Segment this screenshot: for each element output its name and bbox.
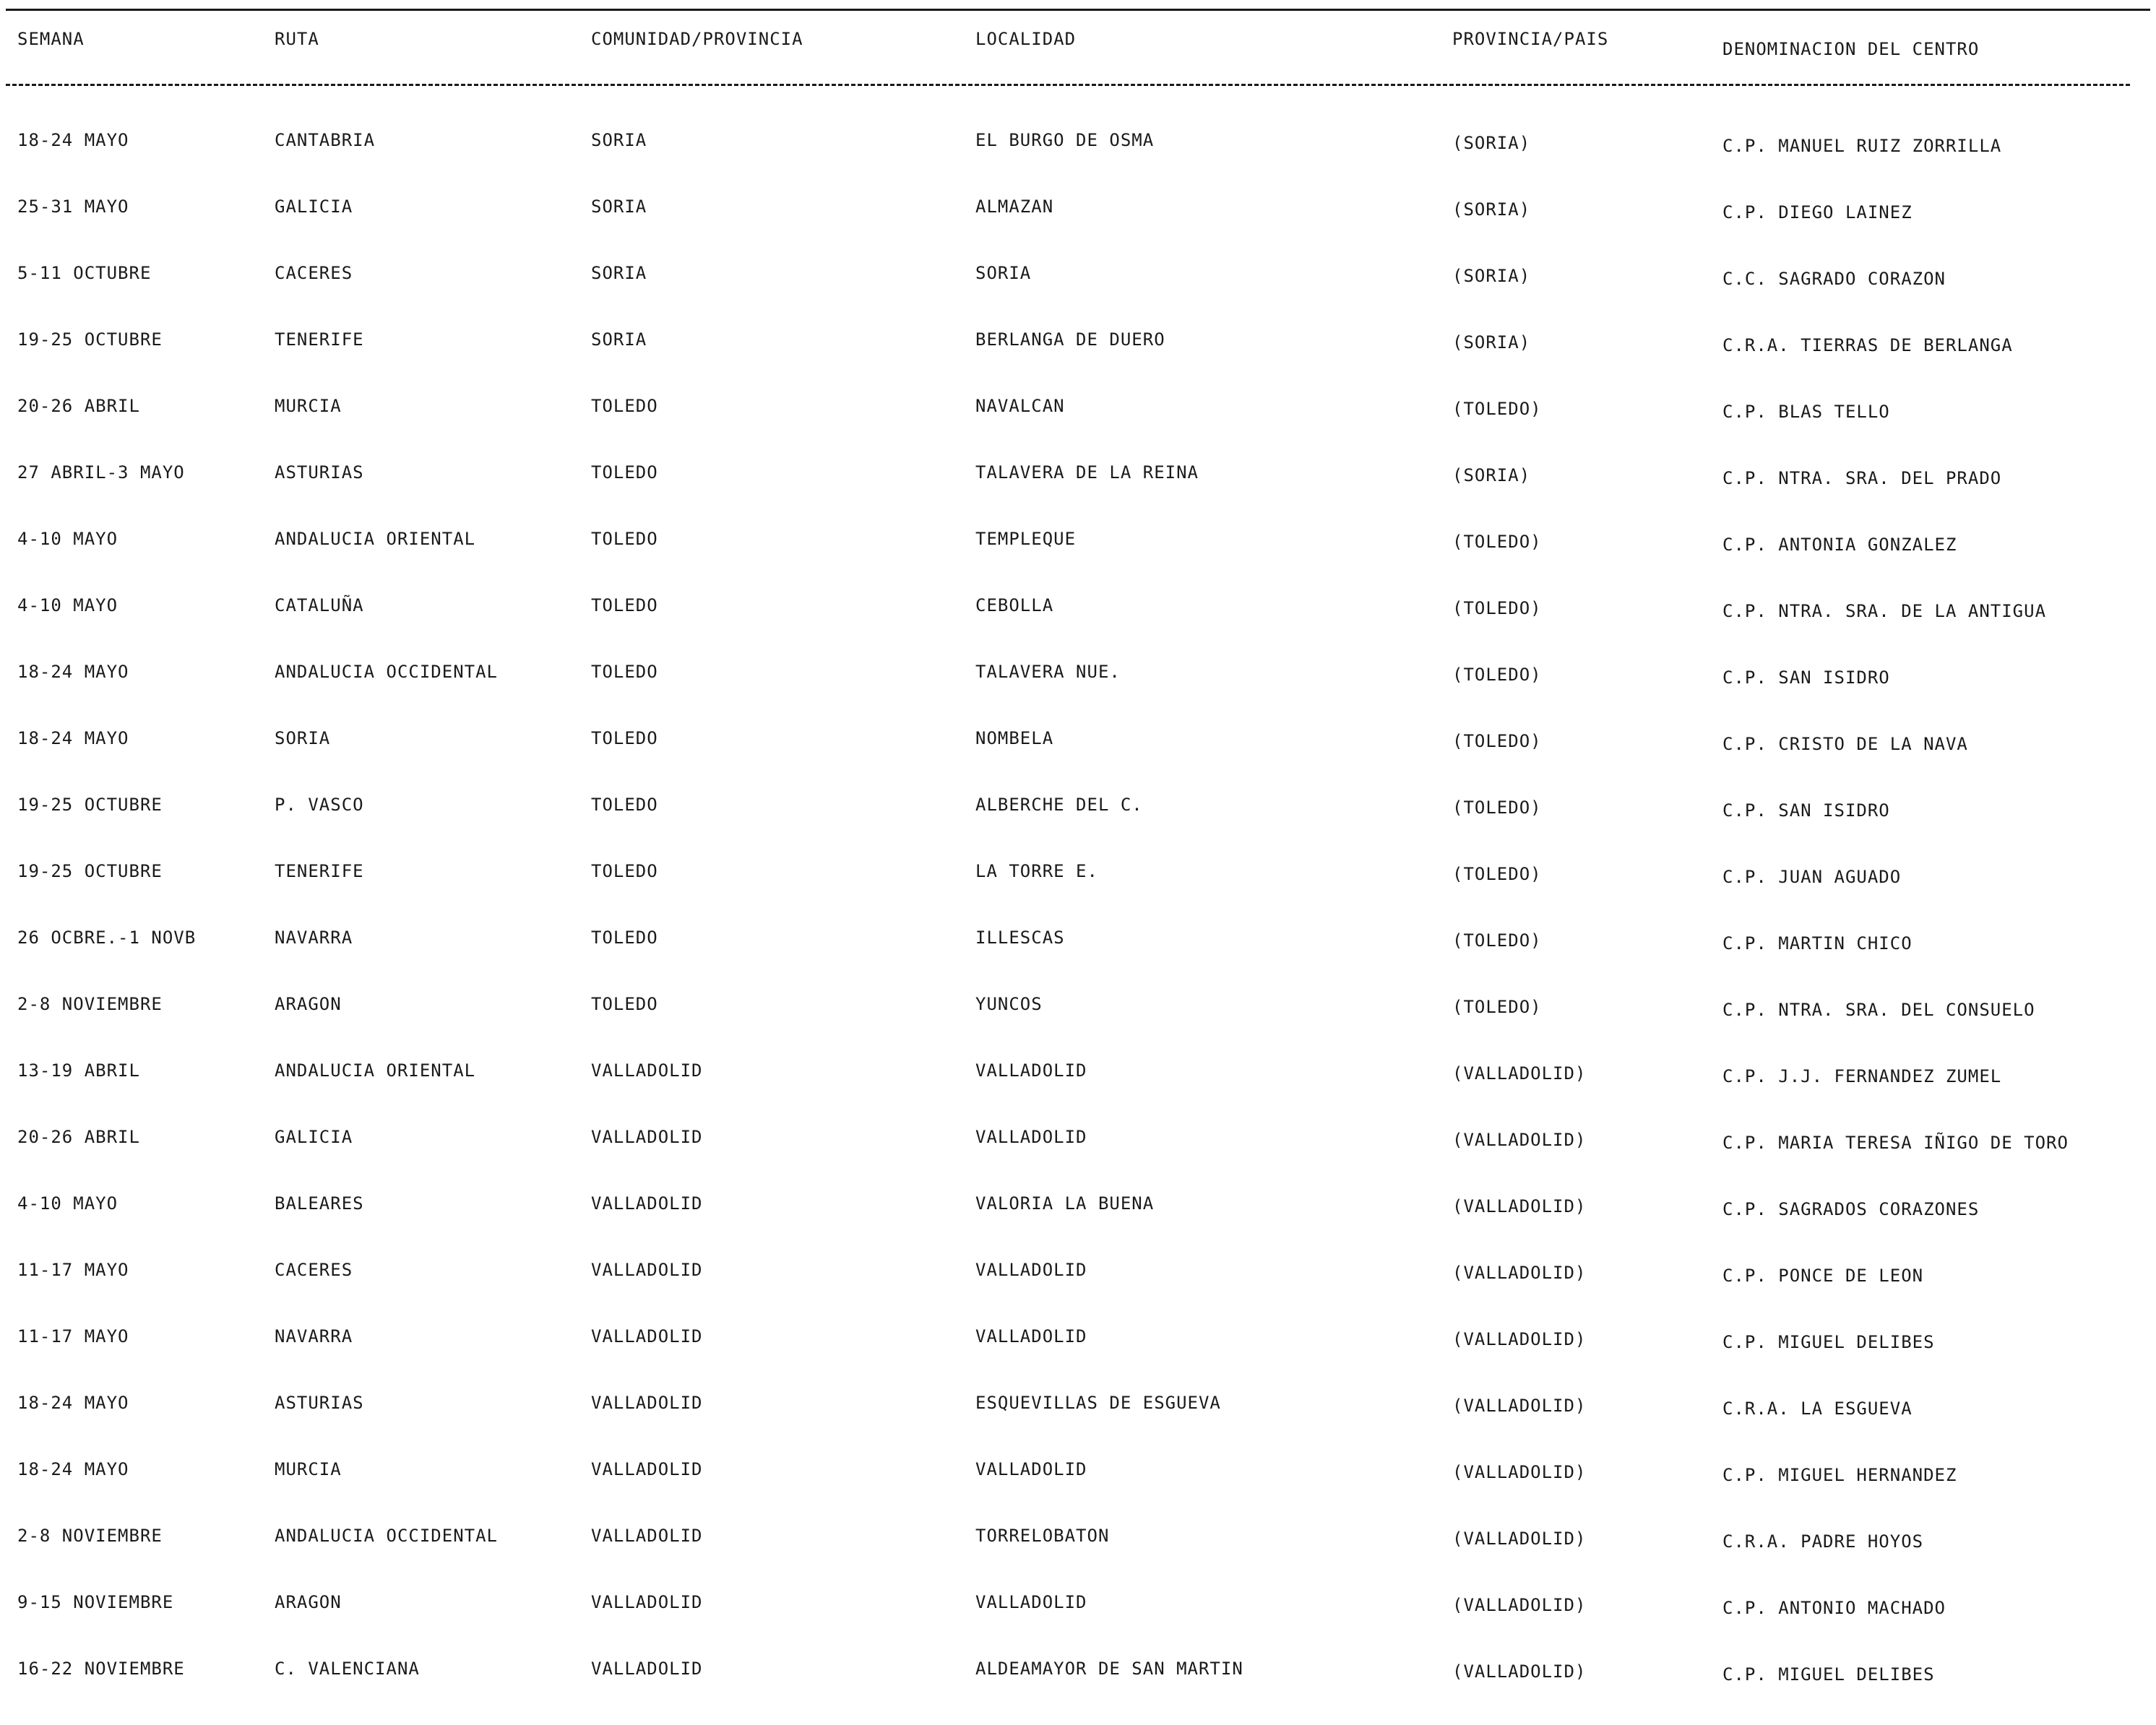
cell-localidad: TALAVERA NUE.: [975, 662, 1121, 682]
top-rule: [6, 9, 2150, 11]
cell-centro: C.P. PONCE DE LEON: [1722, 1266, 1924, 1286]
cell-semana: 19-25 OCTUBRE: [17, 329, 163, 350]
table-body: [0, 130, 2156, 1725]
cell-comunidad: TOLEDO: [591, 928, 658, 948]
cell-provincia: (TOLEDO): [1452, 930, 1542, 951]
cell-ruta: ANDALUCIA ORIENTAL: [275, 1060, 476, 1081]
cell-centro: C.P. MANUEL RUIZ ZORRILLA: [1722, 136, 2002, 156]
cell-provincia: (VALLADOLID): [1452, 1263, 1587, 1283]
cell-semana: 19-25 OCTUBRE: [17, 861, 163, 881]
cell-localidad: ESQUEVILLAS DE ESGUEVA: [975, 1393, 1221, 1413]
cell-ruta: ARAGON: [275, 994, 342, 1014]
table-row: [0, 662, 2156, 728]
table-row: [0, 130, 2156, 196]
cell-centro: C.P. NTRA. SRA. DE LA ANTIGUA: [1722, 601, 2047, 621]
cell-ruta: ASTURIAS: [275, 1393, 364, 1413]
cell-comunidad: TOLEDO: [591, 396, 658, 416]
cell-semana: 26 OCBRE.-1 NOVB: [17, 928, 197, 948]
cell-provincia: (TOLEDO): [1452, 598, 1542, 618]
cell-comunidad: VALLADOLID: [591, 1393, 703, 1413]
cell-comunidad: VALLADOLID: [591, 1326, 703, 1346]
cell-provincia: (TOLEDO): [1452, 997, 1542, 1017]
table-row: [0, 994, 2156, 1060]
table-row: [0, 861, 2156, 928]
cell-comunidad: TOLEDO: [591, 994, 658, 1014]
cell-centro: C.P. MIGUEL HERNANDEZ: [1722, 1465, 1957, 1485]
cell-semana: 2-8 NOVIEMBRE: [17, 994, 163, 1014]
cell-comunidad: TOLEDO: [591, 595, 658, 615]
cell-centro: C.P. MARIA TERESA IÑIGO DE TORO: [1722, 1133, 2069, 1153]
cell-ruta: CATALUÑA: [275, 595, 364, 615]
cell-semana: 27 ABRIL-3 MAYO: [17, 462, 185, 483]
cell-centro: C.P. SAN ISIDRO: [1722, 800, 1890, 821]
cell-ruta: TENERIFE: [275, 329, 364, 350]
cell-centro: C.P. DIEGO LAINEZ: [1722, 202, 1913, 222]
cell-localidad: BERLANGA DE DUERO: [975, 329, 1165, 350]
cell-provincia: (SORIA): [1452, 332, 1531, 353]
cell-ruta: GALICIA: [275, 196, 353, 217]
cell-provincia: (VALLADOLID): [1452, 1462, 1587, 1482]
cell-comunidad: VALLADOLID: [591, 1260, 703, 1280]
cell-ruta: CANTABRIA: [275, 130, 376, 150]
cell-provincia: (VALLADOLID): [1452, 1130, 1587, 1150]
cell-centro: C.P. NTRA. SRA. DEL CONSUELO: [1722, 1000, 2035, 1020]
cell-semana: 19-25 OCTUBRE: [17, 795, 163, 815]
cell-ruta: TENERIFE: [275, 861, 364, 881]
cell-centro: C.P. ANTONIO MACHADO: [1722, 1598, 1946, 1618]
cell-semana: 4-10 MAYO: [17, 529, 118, 549]
cell-centro: C.P. SAN ISIDRO: [1722, 667, 1890, 688]
cell-semana: 5-11 OCTUBRE: [17, 263, 152, 283]
cell-localidad: ALBERCHE DEL C.: [975, 795, 1143, 815]
cell-centro: C.P. BLAS TELLO: [1722, 402, 1890, 422]
table-row: [0, 728, 2156, 795]
cell-localidad: ALDEAMAYOR DE SAN MARTIN: [975, 1659, 1243, 1679]
header-ruta: RUTA: [275, 29, 319, 49]
cell-centro: C.P. ANTONIA GONZALEZ: [1722, 535, 1957, 555]
table-row: [0, 396, 2156, 462]
cell-ruta: MURCIA: [275, 1459, 342, 1479]
cell-semana: 4-10 MAYO: [17, 595, 118, 615]
table-row: [0, 529, 2156, 595]
cell-comunidad: VALLADOLID: [591, 1592, 703, 1612]
cell-centro: C.P. MARTIN CHICO: [1722, 933, 1913, 954]
cell-localidad: TORRELOBATON: [975, 1526, 1110, 1546]
cell-localidad: VALLADOLID: [975, 1060, 1087, 1081]
cell-centro: C.P. MIGUEL DELIBES: [1722, 1664, 1935, 1685]
table-row: [0, 1326, 2156, 1393]
cell-localidad: VALLADOLID: [975, 1459, 1087, 1479]
cell-semana: 18-24 MAYO: [17, 662, 129, 682]
cell-comunidad: VALLADOLID: [591, 1127, 703, 1147]
cell-ruta: ANDALUCIA ORIENTAL: [275, 529, 476, 549]
table-row: [0, 595, 2156, 662]
cell-comunidad: TOLEDO: [591, 462, 658, 483]
header-dashed-rule: [6, 84, 2130, 86]
cell-provincia: (VALLADOLID): [1452, 1661, 1587, 1682]
cell-comunidad: TOLEDO: [591, 795, 658, 815]
cell-provincia: (SORIA): [1452, 266, 1531, 286]
cell-ruta: MURCIA: [275, 396, 342, 416]
cell-provincia: (SORIA): [1452, 199, 1531, 220]
cell-semana: 18-24 MAYO: [17, 728, 129, 748]
cell-comunidad: SORIA: [591, 196, 647, 217]
table-row: [0, 1659, 2156, 1725]
cell-semana: 18-24 MAYO: [17, 130, 129, 150]
cell-comunidad: SORIA: [591, 263, 647, 283]
cell-ruta: NAVARRA: [275, 1326, 353, 1346]
cell-comunidad: SORIA: [591, 130, 647, 150]
cell-localidad: SORIA: [975, 263, 1032, 283]
cell-semana: 2-8 NOVIEMBRE: [17, 1526, 163, 1546]
table-row: [0, 1193, 2156, 1260]
cell-provincia: (TOLEDO): [1452, 399, 1542, 419]
table-row: [0, 1060, 2156, 1127]
cell-ruta: ANDALUCIA OCCIDENTAL: [275, 662, 498, 682]
cell-provincia: (TOLEDO): [1452, 731, 1542, 751]
cell-semana: 11-17 MAYO: [17, 1260, 129, 1280]
cell-semana: 11-17 MAYO: [17, 1326, 129, 1346]
cell-semana: 13-19 ABRIL: [17, 1060, 140, 1081]
cell-provincia: (VALLADOLID): [1452, 1196, 1587, 1216]
cell-provincia: (VALLADOLID): [1452, 1329, 1587, 1349]
table-row: [0, 795, 2156, 861]
cell-localidad: ILLESCAS: [975, 928, 1065, 948]
cell-ruta: CACERES: [275, 1260, 353, 1280]
cell-ruta: ASTURIAS: [275, 462, 364, 483]
table-row: [0, 329, 2156, 396]
header-localidad: LOCALIDAD: [975, 29, 1077, 49]
cell-comunidad: TOLEDO: [591, 861, 658, 881]
cell-localidad: VALORIA LA BUENA: [975, 1193, 1155, 1214]
cell-ruta: GALICIA: [275, 1127, 353, 1147]
table-row: [0, 1526, 2156, 1592]
cell-provincia: (SORIA): [1452, 465, 1531, 485]
cell-localidad: VALLADOLID: [975, 1127, 1087, 1147]
cell-centro: C.P. SAGRADOS CORAZONES: [1722, 1199, 1980, 1219]
cell-centro: C.P. CRISTO DE LA NAVA: [1722, 734, 1968, 754]
header-centro: DENOMINACION DEL CENTRO: [1722, 39, 1980, 59]
cell-provincia: (VALLADOLID): [1452, 1396, 1587, 1416]
header-comunidad: COMUNIDAD/PROVINCIA: [591, 29, 803, 49]
cell-localidad: CEBOLLA: [975, 595, 1054, 615]
cell-semana: 25-31 MAYO: [17, 196, 129, 217]
cell-comunidad: TOLEDO: [591, 529, 658, 549]
cell-ruta: BALEARES: [275, 1193, 364, 1214]
cell-ruta: C. VALENCIANA: [275, 1659, 420, 1679]
table-row: [0, 1459, 2156, 1526]
cell-centro: C.P. JUAN AGUADO: [1722, 867, 1902, 887]
table-row: [0, 1260, 2156, 1326]
cell-semana: 9-15 NOVIEMBRE: [17, 1592, 174, 1612]
cell-localidad: TEMPLEQUE: [975, 529, 1077, 549]
cell-comunidad: VALLADOLID: [591, 1459, 703, 1479]
cell-comunidad: SORIA: [591, 329, 647, 350]
cell-localidad: NOMBELA: [975, 728, 1054, 748]
cell-provincia: (TOLEDO): [1452, 797, 1542, 818]
cell-localidad: LA TORRE E.: [975, 861, 1098, 881]
cell-localidad: VALLADOLID: [975, 1326, 1087, 1346]
cell-provincia: (TOLEDO): [1452, 864, 1542, 884]
cell-centro: C.P. J.J. FERNANDEZ ZUMEL: [1722, 1066, 2002, 1086]
cell-comunidad: VALLADOLID: [591, 1659, 703, 1679]
header-semana: SEMANA: [17, 29, 85, 49]
table-row: [0, 462, 2156, 529]
table-header: [0, 29, 2156, 65]
cell-semana: 20-26 ABRIL: [17, 1127, 140, 1147]
table-row: [0, 1127, 2156, 1193]
cell-semana: 18-24 MAYO: [17, 1393, 129, 1413]
cell-ruta: SORIA: [275, 728, 331, 748]
cell-comunidad: TOLEDO: [591, 728, 658, 748]
cell-provincia: (SORIA): [1452, 133, 1531, 153]
cell-localidad: EL BURGO DE OSMA: [975, 130, 1155, 150]
cell-ruta: ARAGON: [275, 1592, 342, 1612]
cell-comunidad: VALLADOLID: [591, 1193, 703, 1214]
table-row: [0, 1592, 2156, 1659]
cell-centro: C.P. NTRA. SRA. DEL PRADO: [1722, 468, 2002, 488]
cell-localidad: ALMAZAN: [975, 196, 1054, 217]
cell-localidad: NAVALCAN: [975, 396, 1065, 416]
table-row: [0, 263, 2156, 329]
cell-provincia: (VALLADOLID): [1452, 1063, 1587, 1084]
cell-centro: C.R.A. LA ESGUEVA: [1722, 1398, 1913, 1419]
cell-centro: C.R.A. TIERRAS DE BERLANGA: [1722, 335, 2013, 355]
cell-provincia: (TOLEDO): [1452, 532, 1542, 552]
cell-comunidad: TOLEDO: [591, 662, 658, 682]
cell-ruta: ANDALUCIA OCCIDENTAL: [275, 1526, 498, 1546]
cell-provincia: (VALLADOLID): [1452, 1595, 1587, 1615]
cell-semana: 20-26 ABRIL: [17, 396, 140, 416]
cell-centro: C.C. SAGRADO CORAZON: [1722, 269, 1946, 289]
cell-semana: 16-22 NOVIEMBRE: [17, 1659, 185, 1679]
cell-localidad: VALLADOLID: [975, 1260, 1087, 1280]
cell-localidad: YUNCOS: [975, 994, 1043, 1014]
cell-provincia: (VALLADOLID): [1452, 1529, 1587, 1549]
cell-ruta: NAVARRA: [275, 928, 353, 948]
cell-comunidad: VALLADOLID: [591, 1060, 703, 1081]
table-row: [0, 928, 2156, 994]
cell-provincia: (TOLEDO): [1452, 665, 1542, 685]
cell-ruta: P. VASCO: [275, 795, 364, 815]
cell-centro: C.P. MIGUEL DELIBES: [1722, 1332, 1935, 1352]
table-row: [0, 1393, 2156, 1459]
cell-semana: 4-10 MAYO: [17, 1193, 118, 1214]
cell-semana: 18-24 MAYO: [17, 1459, 129, 1479]
table-row: [0, 196, 2156, 263]
cell-comunidad: VALLADOLID: [591, 1526, 703, 1546]
header-provincia: PROVINCIA/PAIS: [1452, 29, 1609, 49]
cell-centro: C.R.A. PADRE HOYOS: [1722, 1531, 1924, 1552]
cell-localidad: TALAVERA DE LA REINA: [975, 462, 1199, 483]
cell-localidad: VALLADOLID: [975, 1592, 1087, 1612]
cell-ruta: CACERES: [275, 263, 353, 283]
